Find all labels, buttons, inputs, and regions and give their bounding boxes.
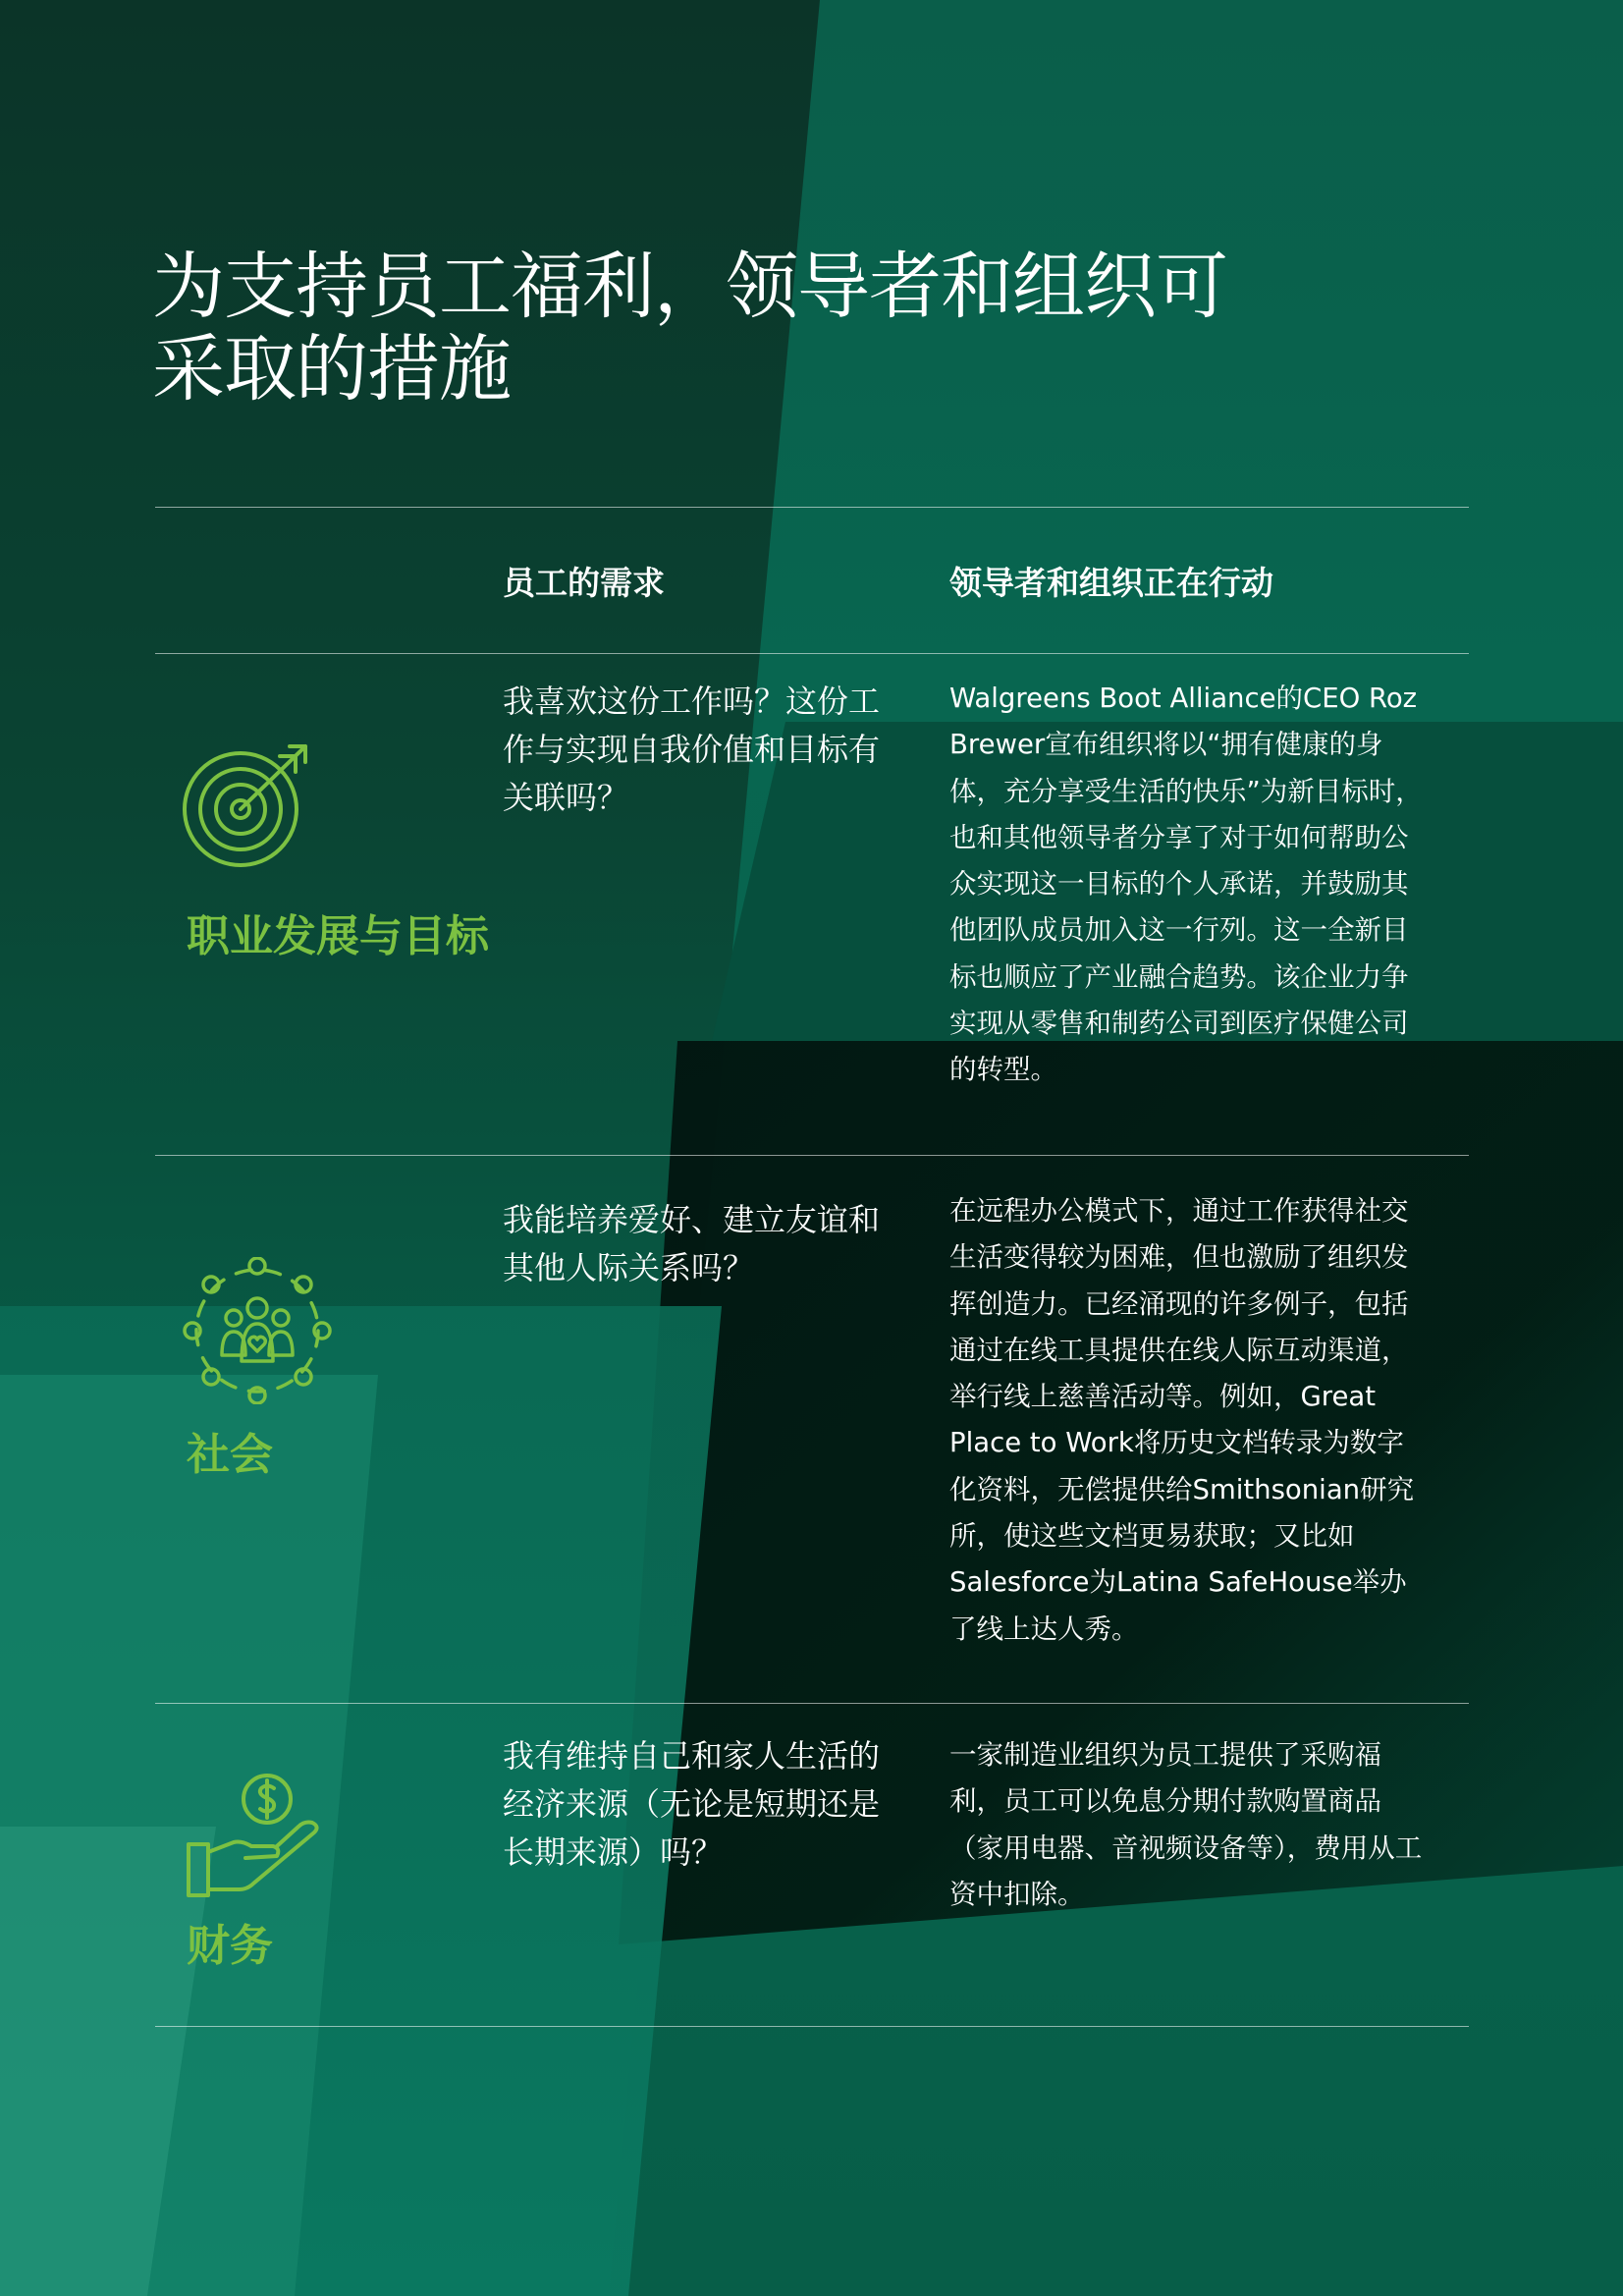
action-finance: 一家制造业组织为员工提供了采购福利，员工可以免息分期付款购置商品（家用电器、音视频设备等），费用从工资中扣除。 xyxy=(949,1739,1423,1910)
need-career-purpose: 我喜欢这份工作吗？这份工作与实现自我价值和目标有关联吗？ xyxy=(503,683,881,816)
row-divider xyxy=(155,1155,1469,1156)
table-bottom-divider xyxy=(155,2026,1469,2027)
target-icon xyxy=(180,738,322,871)
needs-column-header: 员工的需求 xyxy=(503,564,665,602)
category-finance: 财务 xyxy=(187,1921,273,1971)
need-social: 我能培养爱好、建立友谊和其他人际关系吗？ xyxy=(503,1201,881,1286)
header-divider xyxy=(155,653,1469,654)
action-social: 在远程办公模式下，通过工作获得社交生活变得较为困难，但也激励了组织发挥创造力。已经涌现的许多例子，包括通过在线工具提供在线人际互动渠道，举行线上慈善活动等。例如，Great Place to Work将历史文档转录为数字化资料，无偿提供给Smithsonian研究所，使这些文档更易获取；又比如Salesforce为Latina SafeHouse举办了线上达人秀。 xyxy=(949,1195,1415,1645)
need-finance: 我有维持自己和家人生活的经济来源（无论是短期还是长期来源）吗？ xyxy=(503,1737,881,1871)
page-title xyxy=(152,246,1232,410)
category-social: 社会 xyxy=(187,1430,273,1480)
page-title-line2: 采取的措施 xyxy=(152,327,511,411)
money-hand-icon xyxy=(183,1768,325,1900)
action-career-purpose: Walgreens Boot Alliance的CEO Roz Brewer宣布组织将以“拥有健康的身体，充分享受生活的快乐”为新目标时，也和其他领导者分享了对于如何帮助公众实现这一目标的个人承诺，并鼓励其他团队成员加入这一行列。这一全新目标也顺应了产业融合趋势。该企业力争实现从零售和制药公司到医疗保健公司的转型。 xyxy=(949,683,1423,1086)
category-career-purpose: 职业发展与目标 xyxy=(187,911,489,961)
community-icon xyxy=(183,1257,332,1404)
actions-column-header: 领导者和组织正在行动 xyxy=(949,564,1273,602)
table-top-divider xyxy=(155,507,1469,508)
page-title-line1: 为支持员工福利，领导者和组织可 xyxy=(152,245,1227,329)
row-divider xyxy=(155,1703,1469,1704)
